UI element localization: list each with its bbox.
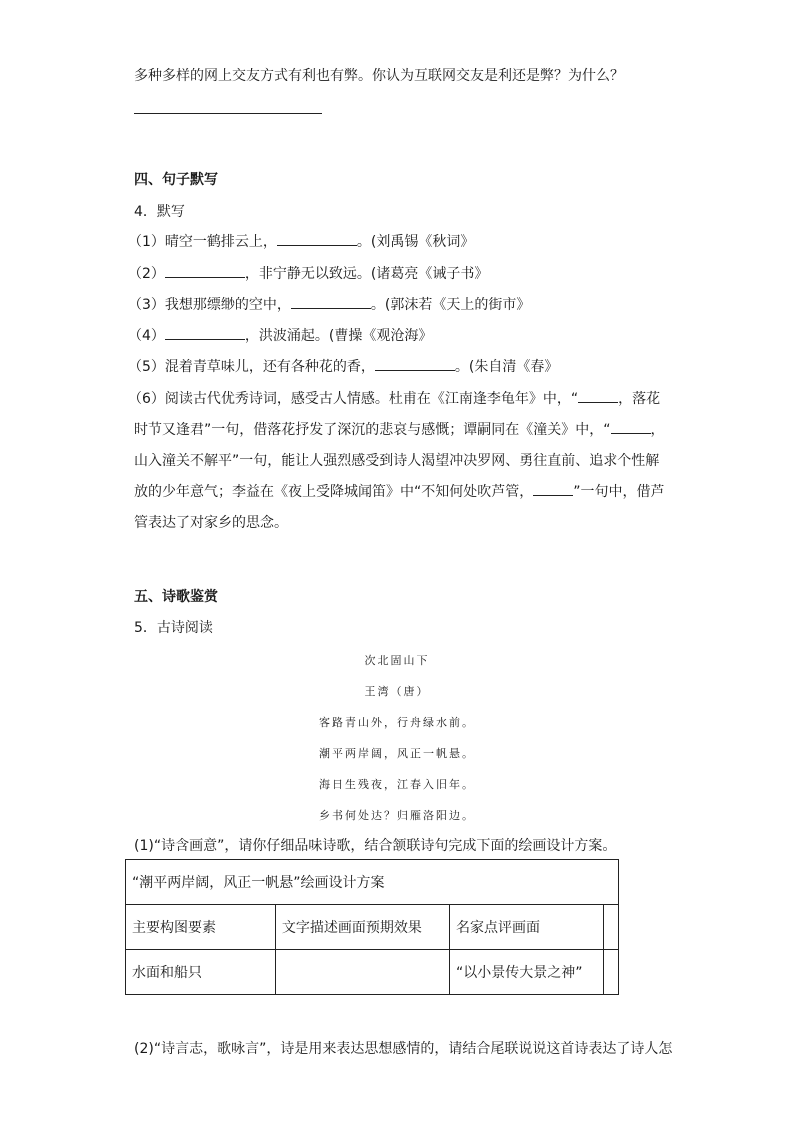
table-spacer-cell xyxy=(603,950,618,995)
table-cell: “以小景传大景之神” xyxy=(449,950,603,995)
item-text: 放的少年意气；李益在《夜上受降城闻笛》中“不知何处吹芦管， xyxy=(134,484,534,500)
table-row xyxy=(126,860,619,905)
q4-item-6-line1 xyxy=(128,389,660,409)
table-header: 文字描述画面预期效果 xyxy=(275,905,449,950)
item-source: 。(刘禹锡《秋词》 xyxy=(356,234,475,250)
table-header: 主要构图要素 xyxy=(126,905,276,950)
item-source: 。(朱自清《春》 xyxy=(454,359,559,375)
answer-line xyxy=(134,113,322,114)
section5-heading: 五、诗歌鉴赏 xyxy=(134,589,218,605)
poem-line: 海日生残夜，江春入旧年。 xyxy=(319,778,475,791)
fill-blank[interactable] xyxy=(533,482,573,496)
item-text: ，落花 xyxy=(618,391,661,407)
fill-blank[interactable] xyxy=(578,389,618,403)
item-text: （4） xyxy=(128,328,165,344)
q4-label: 4．默写 xyxy=(134,204,185,220)
poem-author: 王湾（唐） xyxy=(364,685,430,698)
q4-item-6-line5: 管表达了对家乡的思念。 xyxy=(134,515,288,531)
painting-plan-table xyxy=(125,859,619,995)
item-text: （6）阅读古代优秀诗词，感受古人情感。杜甫在《江南逢李龟年》中，“ xyxy=(128,391,579,407)
fill-blank[interactable] xyxy=(291,295,371,309)
q4-item-5 xyxy=(128,357,558,377)
table-spacer-cell xyxy=(603,905,618,950)
q4-item-6-line3: 山入潼关不解平”一句，能让人强烈感受到诗人渴望冲决罗网、勇往直前、追求个性解 xyxy=(134,453,660,469)
poem-line: 乡书何处达？归雁洛阳边。 xyxy=(319,809,475,822)
item-text: ”一句中，借芦 xyxy=(573,484,665,500)
table-header: 名家点评画面 xyxy=(449,905,603,950)
q4-item-2 xyxy=(128,264,488,284)
fill-blank[interactable] xyxy=(611,420,651,434)
item-text: （1）晴空一鹤排云上， xyxy=(128,234,277,250)
item-source: ，非宁静无以致远。(诸葛亮《诫子书》 xyxy=(244,266,489,282)
fill-blank[interactable] xyxy=(165,326,245,340)
item-text: （5）混着青草味儿，还有各种花的香， xyxy=(128,359,375,375)
fill-blank[interactable] xyxy=(277,232,357,246)
q4-item-6-line2 xyxy=(134,420,665,440)
table-cell: 水面和船只 xyxy=(126,950,276,995)
q4-item-4 xyxy=(128,326,432,346)
table-row xyxy=(126,950,619,995)
section4-heading: 四、句子默写 xyxy=(134,172,218,188)
item-text: 时节又逢君”一句，借落花抒发了深沉的悲哀与感慨；谭嗣同在《潼关》中，“ xyxy=(134,422,611,438)
intro-question: 多种多样的网上交友方式有利也有弊。你认为互联网交友是利还是弊？为什么？ xyxy=(134,68,624,84)
poem-line: 潮平两岸阔，风正一帆悬。 xyxy=(319,747,475,760)
q5-label: 5．古诗阅读 xyxy=(134,620,213,636)
q4-item-3 xyxy=(128,295,530,315)
fill-blank[interactable] xyxy=(375,357,455,371)
table-cell-answer[interactable] xyxy=(275,950,449,995)
item-text: ， xyxy=(650,422,665,438)
item-text: （3）我想那缥缈的空中， xyxy=(128,297,291,313)
q5-sub1: (1)“诗含画意”，请你仔细品味诗歌，结合颔联诗句完成下面的绘画设计方案。 xyxy=(134,838,617,854)
q5-sub2: (2)“诗言志，歌咏言”，诗是用来表达思想感情的，请结合尾联说说这首诗表达了诗人怎 xyxy=(134,1041,673,1057)
fill-blank[interactable] xyxy=(165,264,245,278)
table-row xyxy=(126,905,619,950)
q4-item-6-line4 xyxy=(134,482,665,502)
q4-item-1 xyxy=(128,232,474,252)
item-text: （2） xyxy=(128,266,165,282)
item-source: 。(郭沫若《天上的街市》 xyxy=(370,297,531,313)
table-title: “潮平两岸阔，风正一帆悬”绘画设计方案 xyxy=(126,860,619,905)
item-source: ，洪波涌起。(曹操《观沧海》 xyxy=(244,328,433,344)
poem-line: 客路青山外，行舟绿水前。 xyxy=(319,716,475,729)
poem-title: 次北固山下 xyxy=(364,654,430,667)
